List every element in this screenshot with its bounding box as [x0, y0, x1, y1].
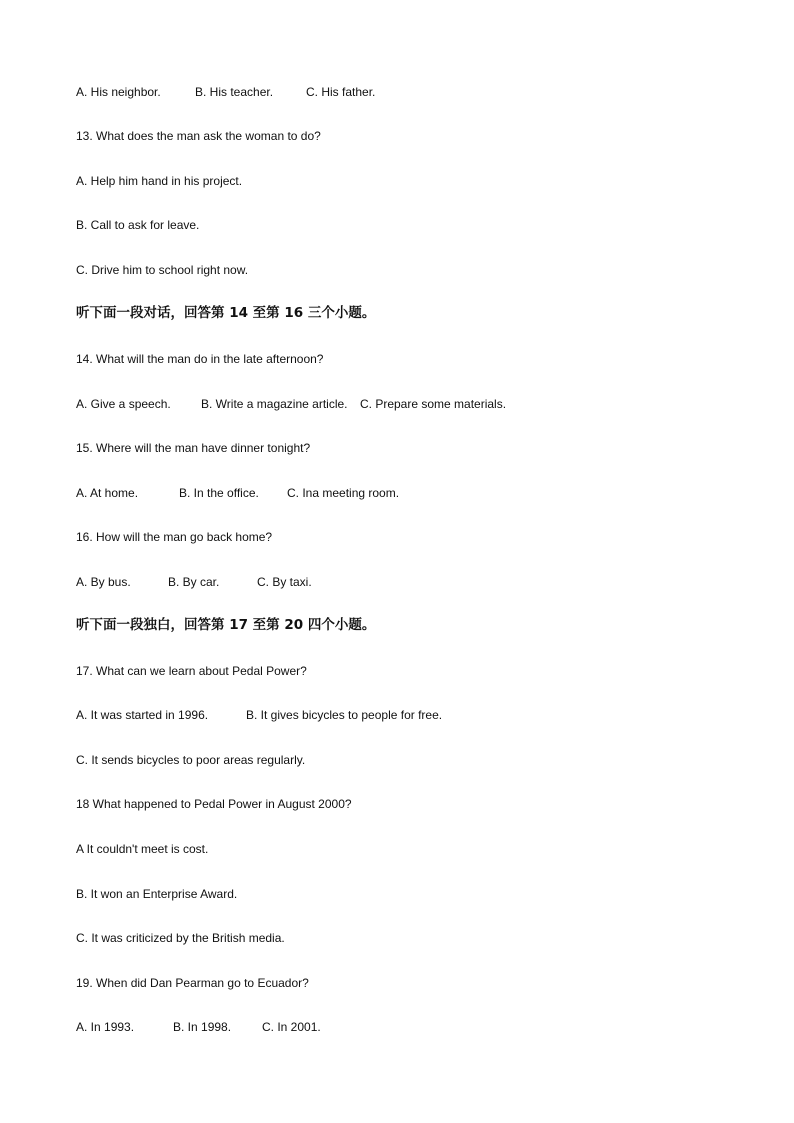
option-a: A. It was started in 1996. — [76, 708, 209, 722]
option-line: C. It was criticized by the British media. — [76, 931, 285, 945]
option-line: A. Help him hand in his project. — [76, 174, 243, 188]
question-18: 18 What happened to Pedal Power in August 2000? — [76, 797, 352, 811]
option-c: C. His father. — [306, 85, 376, 99]
option-c: C. Ina meeting room. — [287, 486, 400, 500]
options-row — [76, 396, 506, 412]
question-17: 17. What can we learn about Pedal Power? — [76, 664, 307, 678]
option-b: B. In the office. — [179, 486, 259, 500]
option-a: A. Give a speech. — [76, 397, 171, 411]
question-16: 16. How will the man go back home? — [76, 530, 273, 544]
question-13: 13. What does the man ask the woman to do? — [76, 129, 321, 143]
question-14: 14. What will the man do in the late afternoon? — [76, 352, 324, 366]
options-row — [76, 1019, 321, 1035]
option-a: A. At home. — [76, 486, 139, 500]
option-line: B. Call to ask for leave. — [76, 218, 200, 232]
option-c: C. In 2001. — [262, 1020, 321, 1034]
option-a: A. In 1993. — [76, 1020, 135, 1034]
option-b: B. By car. — [168, 575, 220, 589]
option-b: B. In 1998. — [173, 1020, 232, 1034]
options-row — [76, 84, 375, 100]
question-15: 15. Where will the man have dinner tonight? — [76, 441, 311, 455]
option-line: C. It sends bicycles to poor areas regularly. — [76, 753, 306, 767]
options-row — [76, 485, 399, 501]
options-row — [76, 707, 442, 723]
options-row — [76, 574, 312, 590]
option-b: B. Write a magazine article. — [201, 397, 348, 411]
option-line: A It couldn't meet is cost. — [76, 842, 209, 856]
section-heading: 听下面一段对话，回答第 14 至第 16 三个小题。 — [76, 305, 376, 321]
option-c: C. By taxi. — [257, 575, 312, 589]
option-b: B. His teacher. — [195, 85, 274, 99]
option-a: A. His neighbor. — [76, 85, 161, 99]
option-line: C. Drive him to school right now. — [76, 263, 249, 277]
option-c: C. Prepare some materials. — [360, 397, 507, 411]
option-a: A. By bus. — [76, 575, 131, 589]
question-19: 19. When did Dan Pearman go to Ecuador? — [76, 976, 309, 990]
section-heading: 听下面一段独白，回答第 17 至第 20 四个小题。 — [76, 617, 376, 633]
option-b: B. It gives bicycles to people for free. — [246, 708, 443, 722]
option-line: B. It won an Enterprise Award. — [76, 887, 238, 901]
